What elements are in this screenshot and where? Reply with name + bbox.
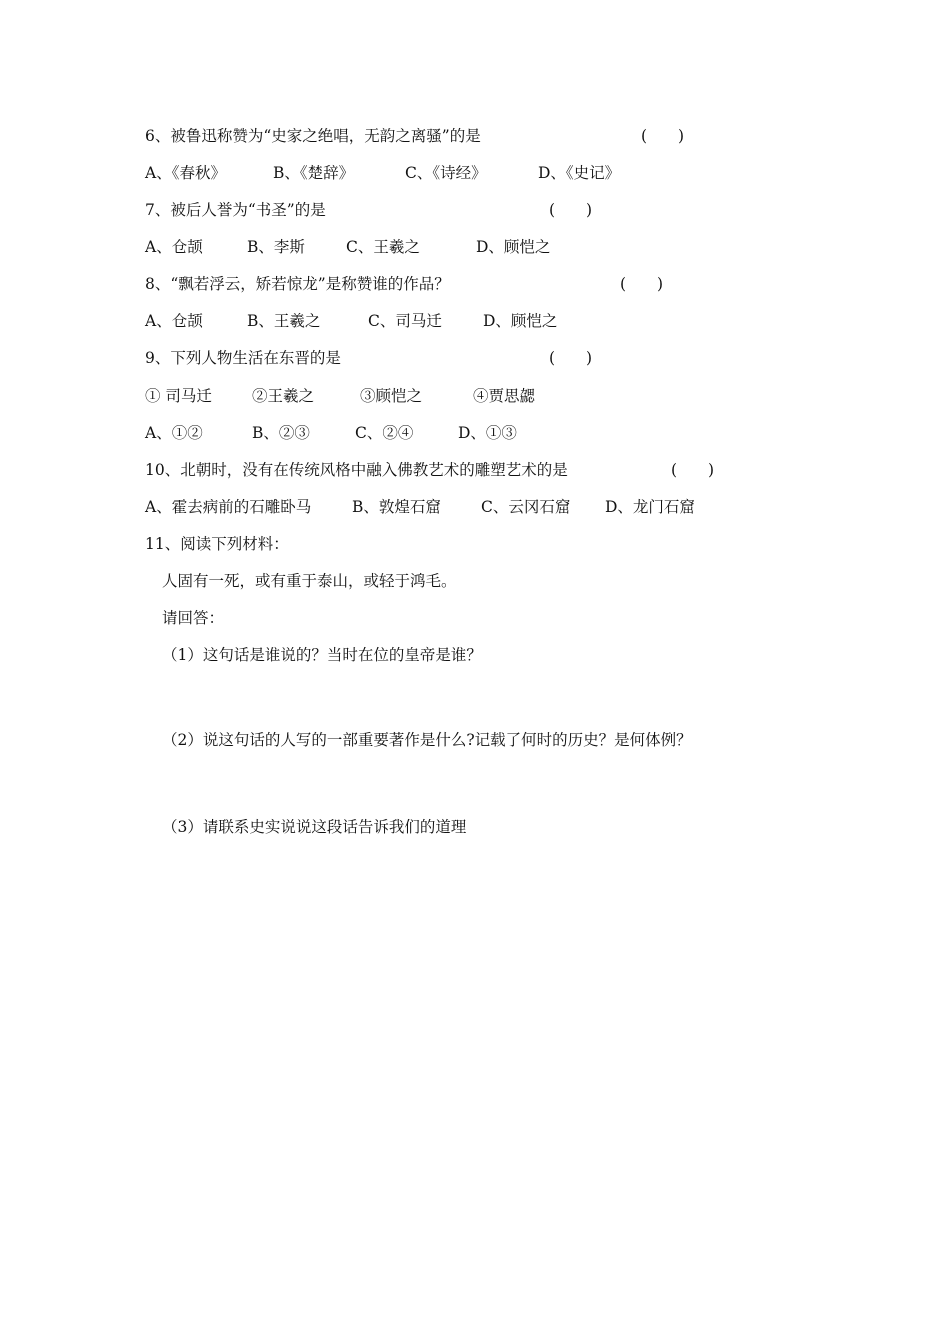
- question-11-sub-3: （3）请联系史实说说这段话告诉我们的道理: [162, 818, 467, 836]
- question-7-answer-blank: ( ): [549, 201, 593, 219]
- question-6-option-d: D、《史记》: [538, 164, 621, 182]
- question-11-material: 人固有一死，或有重于泰山，或轻于鸿毛。: [162, 572, 457, 590]
- question-9-option-b: B、②③: [252, 424, 310, 442]
- question-9-answer-blank: ( ): [549, 349, 593, 367]
- question-8-option-d: D、顾恺之: [483, 312, 558, 330]
- question-8-stem: 8、“飘若浮云，矫若惊龙”是称赞谁的作品？: [145, 275, 450, 293]
- question-8-answer-blank: ( ): [620, 275, 664, 293]
- question-10-option-d: D、龙门石窟: [605, 498, 695, 516]
- question-10-option-a: A、霍去病前的石雕卧马: [145, 498, 312, 516]
- question-10-option-c: C、云冈石窟: [481, 498, 571, 516]
- question-6-option-c: C、《诗经》: [405, 164, 487, 182]
- question-10-option-b: B、敦煌石窟: [352, 498, 441, 516]
- question-9-item-1: ① 司马迁: [145, 387, 212, 405]
- question-9-option-d: D、①③: [458, 424, 517, 442]
- question-6-option-b: B、《楚辞》: [273, 164, 355, 182]
- question-10-answer-blank: ( ): [671, 461, 715, 479]
- question-9-item-4: ④贾思勰: [473, 387, 536, 405]
- question-11-stem: 11、阅读下列材料：: [145, 535, 289, 553]
- question-8-option-c: C、司马迁: [368, 312, 442, 330]
- question-11-prompt: 请回答：: [162, 609, 225, 627]
- question-7-option-b: B、李斯: [247, 238, 305, 256]
- question-11-sub-2: （2）说这句话的人写的一部重要著作是什么?记载了何时的历史？是何体例？: [162, 731, 692, 749]
- question-6-answer-blank: ( ): [641, 127, 685, 145]
- question-8-option-a: A、仓颉: [145, 312, 203, 330]
- question-9-item-3: ③顾恺之: [360, 387, 423, 405]
- question-7-stem: 7、被后人誉为“书圣”的是: [145, 201, 326, 219]
- question-9-stem: 9、下列人物生活在东晋的是: [145, 349, 341, 367]
- question-9-item-2: ②王羲之: [252, 387, 315, 405]
- question-9-option-c: C、②④: [355, 424, 414, 442]
- question-7-option-d: D、顾恺之: [476, 238, 551, 256]
- question-7-option-a: A、仓颉: [145, 238, 203, 256]
- question-11-sub-1: （1）这句话是谁说的？当时在位的皇帝是谁？: [162, 646, 482, 664]
- question-6-option-a: A、《春秋》: [145, 164, 226, 182]
- question-7-option-c: C、王羲之: [346, 238, 420, 256]
- question-6-stem: 6、被鲁迅称赞为“史家之绝唱，无韵之离骚”的是: [145, 127, 481, 145]
- question-10-stem: 10、北朝时，没有在传统风格中融入佛教艺术的雕塑艺术的是: [145, 461, 568, 479]
- question-9-option-a: A、①②: [145, 424, 203, 442]
- question-8-option-b: B、王羲之: [247, 312, 321, 330]
